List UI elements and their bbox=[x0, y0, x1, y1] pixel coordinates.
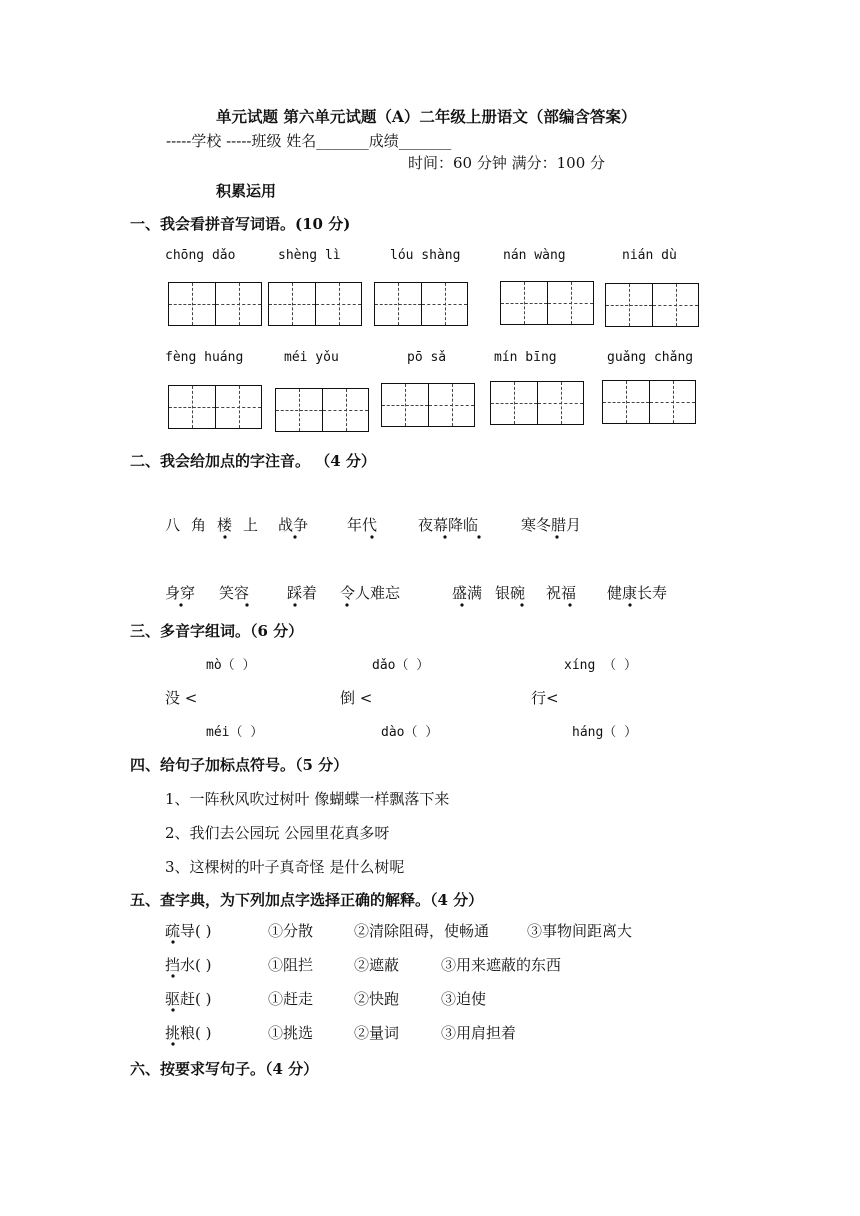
pinyin-9: mín bīng bbox=[494, 350, 557, 365]
q2-line2-word-6: 银碗 bbox=[495, 584, 526, 602]
info-line: -----学校 -----班级 姓名_______成绩_______ bbox=[166, 132, 452, 150]
q5-word-4: 挑粮( ) bbox=[165, 1024, 212, 1042]
q2-line2-word-7: 祝福 bbox=[546, 584, 577, 602]
q3-bottom-1: méi（ ） bbox=[206, 725, 264, 740]
q2-line1-word-handong: 寒冬腊月 bbox=[521, 516, 582, 534]
q2-line1-char-ba: 八 bbox=[165, 516, 181, 534]
q5-option: ②遮蔽 bbox=[354, 956, 400, 974]
section-main: 积累运用 bbox=[216, 182, 277, 200]
page-title: 单元试题 第六单元试题（A）二年级上册语文（部编含答案） bbox=[216, 107, 637, 126]
q5-option: ③用肩担着 bbox=[441, 1024, 517, 1042]
pinyin-3: lóu shàng bbox=[390, 248, 461, 263]
q2-line2-word-5: 盛满 bbox=[452, 584, 483, 602]
q3-top-1: mò（ ） bbox=[206, 658, 256, 673]
q5-word-1: 疏导( ) bbox=[165, 922, 212, 940]
pinyin-10: guǎng chǎng bbox=[607, 350, 694, 365]
q3-heading: 三、多音字组词。（6 分） bbox=[130, 622, 304, 640]
time-line: 时间：60 分钟 满分：100 分 bbox=[408, 154, 606, 172]
q3-char-mei: 没 < bbox=[165, 689, 198, 707]
q5-option: ③迫使 bbox=[441, 990, 487, 1008]
q3-char-xing: 行< bbox=[531, 689, 559, 707]
q2-line1-char-lou: 楼 bbox=[217, 516, 233, 534]
q6-heading: 六、按要求写句子。（4 分） bbox=[130, 1060, 319, 1078]
q5-option: ③用来遮蔽的东西 bbox=[441, 956, 562, 974]
q3-top-2: dǎo（ ） bbox=[372, 658, 430, 673]
pinyin-1: chōng dǎo bbox=[165, 248, 236, 263]
q4-item-2: 2、我们去公园玩 公园里花真多呀 bbox=[165, 824, 390, 842]
pinyin-4: nán wàng bbox=[503, 248, 566, 263]
q5-word-2: 挡水( ) bbox=[165, 956, 212, 974]
q5-option: ①赶走 bbox=[268, 990, 314, 1008]
q3-top-3: xíng （ ） bbox=[564, 658, 637, 673]
q2-line1-word-niandai: 年代 bbox=[347, 516, 378, 534]
pinyin-2: shèng lì bbox=[278, 248, 341, 263]
pinyin-5: nián dù bbox=[622, 248, 677, 263]
q5-heading: 五、查字典，为下列加点字选择正确的解释。（4 分） bbox=[130, 891, 484, 909]
q2-line2-word-3: 踩着 bbox=[287, 584, 318, 602]
q4-item-1: 1、一阵秋风吹过树叶 像蝴蝶一样飘落下来 bbox=[165, 790, 450, 808]
q3-bottom-2: dào（ ） bbox=[381, 725, 439, 740]
q5-option: ②量词 bbox=[354, 1024, 400, 1042]
q2-line1-char-jiao: 角 bbox=[191, 516, 207, 534]
q3-bottom-3: háng（ ） bbox=[572, 725, 638, 740]
q5-option: ①阻拦 bbox=[268, 956, 314, 974]
q5-option: ①分散 bbox=[268, 922, 314, 940]
q2-line2-word-4: 令人难忘 bbox=[340, 584, 401, 602]
q3-char-dao: 倒 < bbox=[340, 689, 373, 707]
q2-line1-char-shang: 上 bbox=[243, 516, 259, 534]
q2-line1-word-zhanzheng: 战争 bbox=[278, 516, 309, 534]
q5-option: ③事物间距离大 bbox=[527, 922, 633, 940]
q2-line2-word-2: 笑容 bbox=[219, 584, 250, 602]
pinyin-6: fèng huáng bbox=[165, 350, 244, 365]
pinyin-7: méi yǒu bbox=[284, 350, 339, 365]
q2-heading: 二、我会给加点的字注音。 （4 分） bbox=[130, 452, 376, 470]
q5-word-3: 驱赶( ) bbox=[165, 990, 212, 1008]
q4-heading: 四、给句子加标点符号。（5 分） bbox=[130, 756, 349, 774]
q2-line1-word-yemu: 夜幕降临 bbox=[418, 516, 479, 534]
pinyin-8: pō sǎ bbox=[407, 350, 447, 365]
q5-option: ②快跑 bbox=[354, 990, 400, 1008]
q2-line2-word-1: 身穿 bbox=[165, 584, 196, 602]
q4-item-3: 3、这棵树的叶子真奇怪 是什么树呢 bbox=[165, 858, 405, 876]
q5-option: ②清除阻碍，使畅通 bbox=[354, 922, 490, 940]
q1-heading: 一、我会看拼音写词语。(10 分) bbox=[130, 215, 351, 233]
q2-line2-word-8: 健康长寿 bbox=[607, 584, 668, 602]
q5-option: ①挑选 bbox=[268, 1024, 314, 1042]
